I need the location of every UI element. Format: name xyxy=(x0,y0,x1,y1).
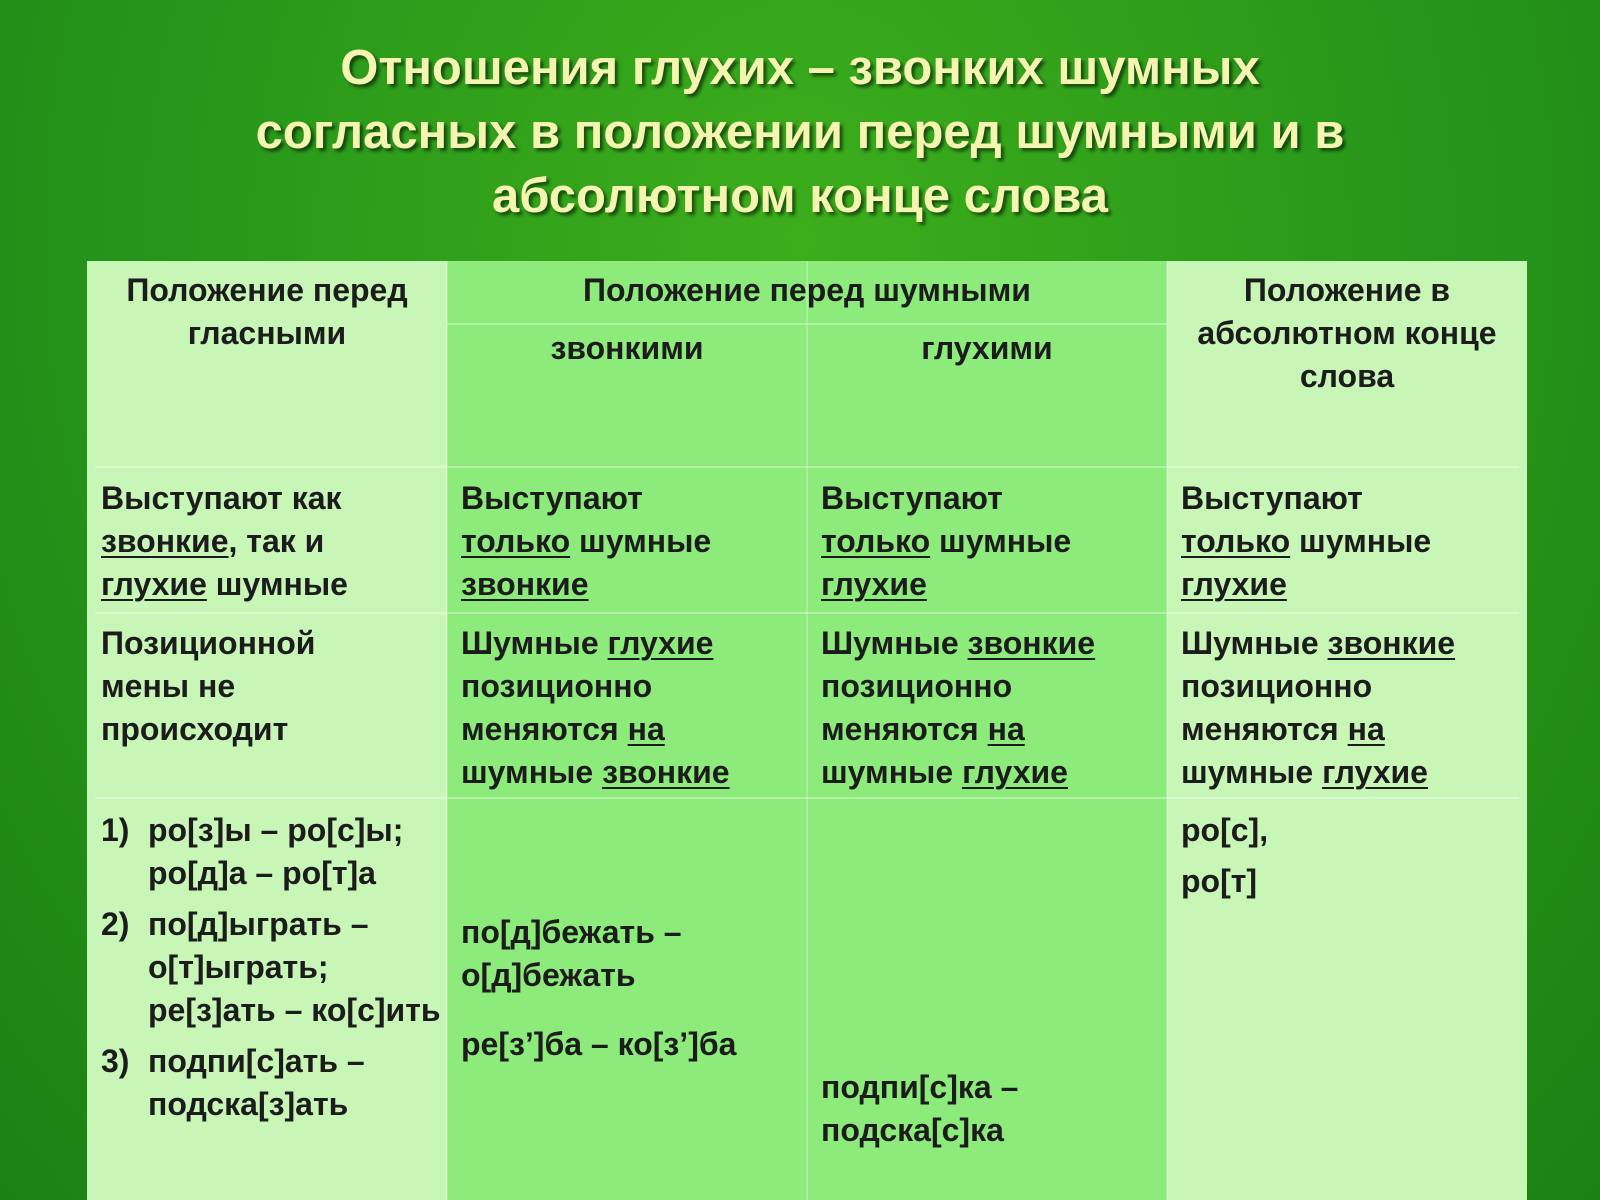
header-before-vowels: Положение перед гласными xyxy=(126,272,408,351)
list-item: 3) подпи[с]ать – подска[з]ать xyxy=(101,1043,365,1122)
subheader-voiced: звонкими xyxy=(550,330,704,366)
header-absolute-end: Положение в абсолютном конце слова xyxy=(1197,272,1497,394)
row2-cell-before-voiceless: Шумные звонкие позиционно меняются на шумные глухие xyxy=(821,625,1096,790)
divider xyxy=(95,466,1519,468)
slide-title: Отношения глухих – звонких шумных согласных в положении перед шумными и в абсолютном конце слова xyxy=(255,41,1345,223)
divider xyxy=(806,261,808,1200)
header-before-noisy: Положение перед шумными xyxy=(583,272,1031,308)
divider xyxy=(1166,261,1168,1200)
row2-cell-before-vowels: Позиционной мены не происходит xyxy=(101,625,316,747)
row2-cell-absolute-end: Шумные звонкие позиционно меняются на шумные глухие xyxy=(1181,625,1456,790)
example-before-voiced-2: ре[з’]ба – ко[з’]ба xyxy=(461,1026,737,1062)
row2-cell-before-voiced: Шумные глухие позиционно меняются на шумные звонкие xyxy=(461,625,730,790)
example-before-voiced-1: по[д]бежать – о[д]бежать xyxy=(461,914,682,993)
list-item: 2) по[д]ыграть – о[т]ыграть; ре[з]ать – ко[с]ить xyxy=(101,906,441,1028)
row1-cell-before-voiced: Выступают только шумные звонкие xyxy=(461,480,712,602)
divider xyxy=(95,612,1519,614)
row1-cell-absolute-end: Выступают только шумные глухие xyxy=(1181,480,1432,602)
example-absolute-end: ро[с], ро[т] xyxy=(1181,812,1269,899)
divider xyxy=(95,797,1519,799)
list-item: 1) ро[з]ы – ро[с]ы; ро[д]а – ро[т]а xyxy=(101,812,404,891)
divider xyxy=(447,323,1167,325)
examples-before-vowels xyxy=(101,809,441,1134)
example-before-voiceless: подпи[с]ка – подска[с]ка xyxy=(821,1069,1019,1148)
subheader-voiceless: глухими xyxy=(921,330,1053,366)
row1-cell-before-vowels: Выступают как звонкие, так и глухие шумные xyxy=(101,480,348,602)
divider xyxy=(446,261,448,1200)
comparison-table xyxy=(87,261,1527,1200)
row1-cell-before-voiceless: Выступают только шумные глухие xyxy=(821,480,1072,602)
